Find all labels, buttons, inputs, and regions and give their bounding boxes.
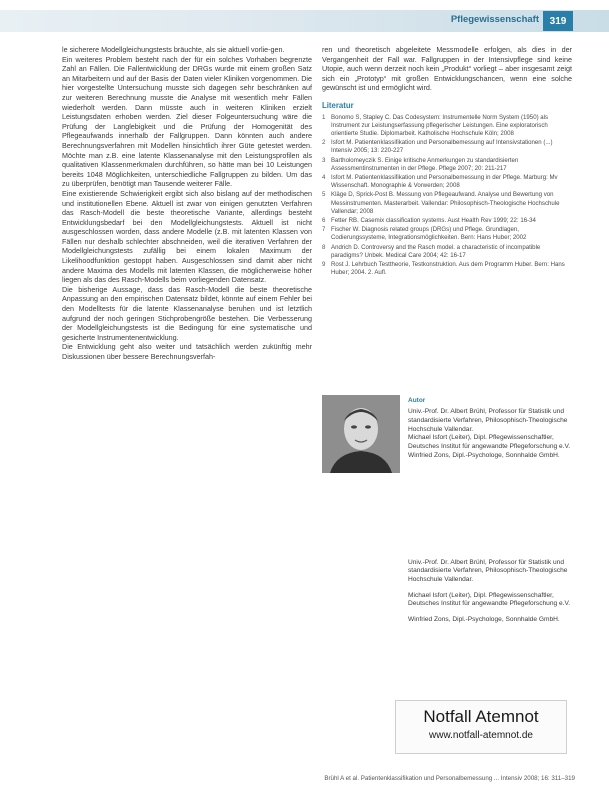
author-info	[408, 408, 576, 461]
literature-heading: Literatur	[322, 100, 354, 110]
reference-item: 8 Andrich D. Controversy and the Rasch model. a characteristic of incompatible paradigms? Unbek. Medical Care 2004; 42: 16-17	[322, 243, 541, 259]
reference-item: 6 Fetter RB. Casemix classification systems. Aust Health Rev 1999; 22: 16-34	[322, 217, 536, 224]
advertisement-box[interactable]	[395, 700, 567, 754]
author-info-2	[408, 552, 576, 631]
reference-item: 1 Bonomo S, Stapley C. Das Codesystem: Instrumentelle Norm System (1950) als Instrument zur Leistungserfassung pflegerischer Leistungen. Eine exploratorisch orientierte Studie. Diplomarbeit. Katholische Hochschule Köln; 2008	[322, 113, 549, 137]
reference-list	[322, 114, 572, 278]
author-line: Univ.-Prof. Dr. Albert Brühl, Professor für Statistik und standardisierte Verfahren, Philosophisch-Theologische Hochschule Vallendar.	[408, 408, 568, 433]
running-head: Pflegewissenschaft	[450, 14, 539, 25]
right-column	[322, 45, 572, 278]
footer-citation: Brühl A et al. Patientenklassifikation und Personalbemessung ... Intensiv 2008; 16: 311–319	[324, 775, 575, 782]
page-number: 319	[543, 11, 573, 31]
author-line: Univ.-Prof. Dr. Albert Brühl, Professor für Statistik und standardisierte Verfahren, Philosophisch-Theologische Hochschule Vallendar.	[408, 558, 568, 584]
author-line: Michael Isfort (Leiter), Dipl. Pflegewissenschaftler, Deutsches Institut für angewandte Pflegeforschung e.V.	[408, 591, 571, 608]
author-line: Winfried Zons, Dipl.-Psychologe, Sonnhalde GmbH.	[408, 451, 560, 459]
reference-item: 3 Bartholomeyczik S. Einige kritische Anmerkungen zu standardisierten Assessmentinstrumenten in der Pflege. Pflege 2007; 20: 211-217	[322, 156, 519, 172]
author-photo	[322, 395, 400, 473]
paragraph: Eine existierende Schwierigkeit ergibt sich also bislang auf der methodischen und institutionellen Ebene. Aktuell ist zwar von einigen genutzten Verfahren das Rasch-Modell die beste theoretische Variante, allerdings besteht Entwicklungsbedarf bei den Modellgleichungstests. Aktuell ist nicht ausgeschlossen worden, dass andere Modelle (z.B. mit latenten Klassen von Fällen nur deshalb schlechter abschneiden, weil die iterativen Verfahren der Modellgleichungstests zufällig bei einem lokalen Maximum der Likelihoodfunktion gestoppt haben. Ausgeschlossen sind damit aber nicht andere Maxima des Modells mit latenten Klassen, die möglicherweise höher liegen als das des Rasch-Modells beim vorliegenden Datensatz.	[62, 188, 312, 285]
reference-item: 9 Rost J. Lehrbuch Testtheorie, Testkonstruktion. Aus dem Programm Huber. Bern: Hans Huber; 2004. 2. Aufl.	[322, 261, 565, 277]
portrait-image	[322, 395, 400, 473]
reference-item: 4 Isfort M. Patientenklassifikation und Personalbemessung in der Pflege. Marburg: Mv Wissenschaft. Monographie & Vorwerden; 2008	[322, 173, 558, 190]
author-line: Michael Isfort (Leiter), Dipl. Pflegewissenschaftler, Deutsches Institut für angewandte Pflegeforschung e.V.	[408, 434, 571, 451]
paragraph: ren und theoretisch abgeleitete Messmodelle erfolgen, als dies in der Vergangenheit der Fall war. Fallgruppen in der Intensivpflege sind keine Utopie, auch wenn derzeit noch kein „Produkt“ vorliegt – aber insgesamt zeigt sich ein „Prototyp“ mit großen Entwicklungschancen, wenn eine solche gewünscht ist und ermöglicht wird.	[322, 45, 572, 93]
reference-item: 7 Fischer W. Diagnosis related groups (DRGs) und Pflege. Grundlagen, Codierungssysteme, Integrationsmöglichkeiten. Bern: Hans Huber; 2002	[322, 226, 527, 242]
paragraph: Die bisherige Aussage, dass das Rasch-Modell die beste theoretische Anpassung an den empirischen Datensatz bildet, könnte auf einem Fehler bei den Modelltests für die latente Klassenanalyse beruhen und ist letztlich aufgrund der noch geringen Stichprobengröße bestehen. Die Verbesserung der Modellgleichungstests ist die Bedingung für eine systematische und gesicherte Instrumentenentwicklung.	[62, 284, 312, 342]
left-column	[62, 45, 312, 362]
author-line: Winfried Zons, Dipl.-Psychologe, Sonnhalde GmbH.	[408, 615, 560, 623]
paragraph: Die Entwicklung geht also weiter und tatsächlich werden zukünftig mehr Diskussionen über bessere Berechnungsverfah-	[62, 342, 312, 361]
author-tag: Autor	[408, 397, 426, 404]
ad-title: Notfall Atemnot	[423, 707, 539, 726]
ad-url-link[interactable]: www.notfall-atemnot.de	[429, 730, 533, 741]
paragraph: Ein weiteres Problem besteht nach der für ein solches Vorhaben begrenzte Zahl an Fällen. Die Fallentwicklung der DRGs wurde mit einem großen Satz an Mitarbeitern und auf der Basis der Daten vieler Kliniken vorgenommen. Die hier vorgestellte Untersuchung musste sich dagegen sehr beschränken auf zur weiteren Berechnung musste die Analyse mit wesentlich mehr Fällen wiederholt werden. Dann müsste auch in weiteren Kliniken erzielt Leistungsdaten erhoben werden. Ziel dieser Folgeuntersuchung wäre die Prüfung der Langlebigkeit und die Prüfung der Homogenität des Pflegeaufwands innerhalb der Fallgruppen. Dann könnten auch andere Berechnungsverfahren mit Modellen hinsichtlich ihrer Güte getestet werden. Möchte man z.B. eine latente Klassenanalyse mit den Leistungsprofilen als qualitativen Klassenmerkmalen durchführen, so hätte man bei 10 Leistungen bereits 1048 Möglichkeiten, unterschiedliche Fallgruppen zu bilden. Um das zu überprüfen, benötigt man Tausende weiterer Fälle.	[62, 54, 312, 189]
reference-item: 5 Kläge D, Sprick-Post B. Messung von Pflegeaufwand. Analyse und Bewertung von Messinstrumenten. Masterarbeit. Vallendar: Philosophisch-Theologische Hochschule Vallendar; 2008	[322, 191, 560, 215]
paragraph: le sicherere Modellgleichungstests bräuchte, als sie aktuell vorlie-gen.	[62, 45, 285, 54]
reference-item: 2 Isfort M. Patientenklassifikation und Personalbemessung auf Intensivstationen (...) Intensiv 2005; 13: 220-227	[322, 139, 553, 155]
